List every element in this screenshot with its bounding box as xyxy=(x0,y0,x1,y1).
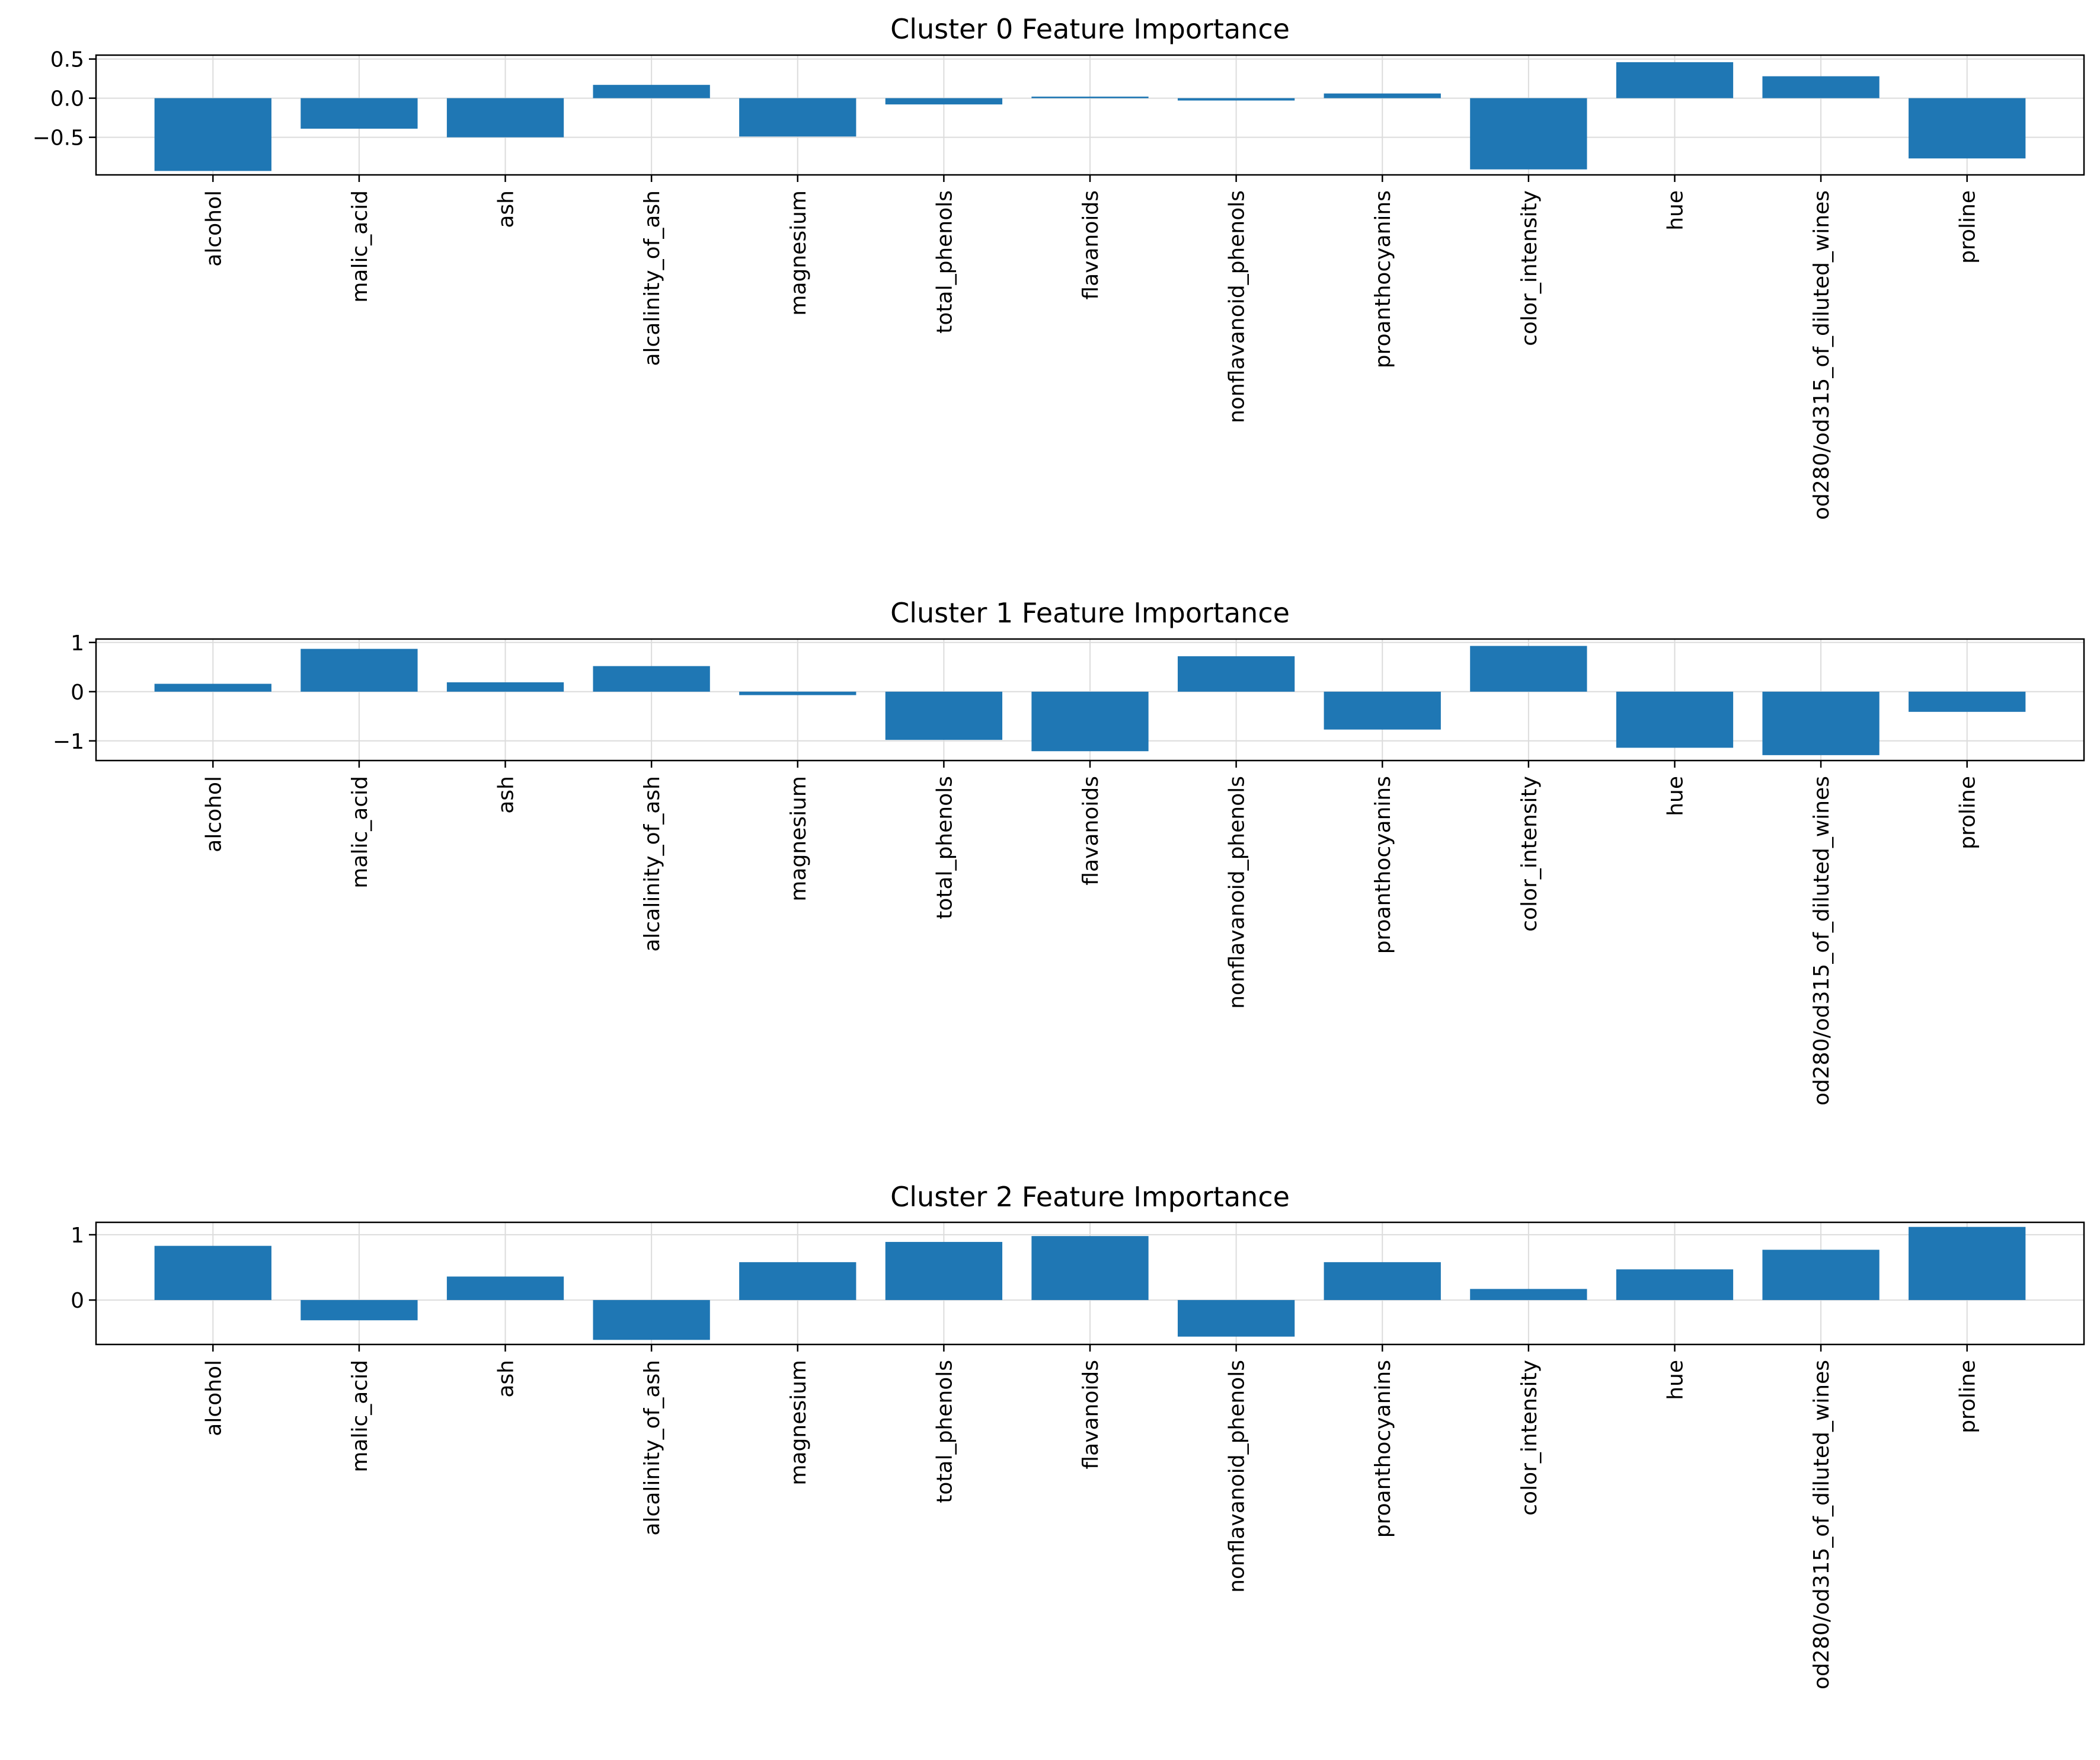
x-tick-label: proanthocyanins xyxy=(1371,1360,1396,1538)
bar-malic_acid xyxy=(301,1300,417,1320)
bar-malic_acid xyxy=(301,98,417,129)
x-tick-label: magnesium xyxy=(786,190,811,316)
bar-proanthocyanins xyxy=(1324,1262,1441,1300)
x-tick-label: magnesium xyxy=(786,1360,811,1486)
bar-proanthocyanins xyxy=(1324,94,1441,98)
x-tick-label: proanthocyanins xyxy=(1371,776,1396,954)
x-tick-label: flavanoids xyxy=(1079,776,1103,886)
x-tick-label: color_intensity xyxy=(1517,776,1542,932)
bar-alcalinity_of_ash xyxy=(593,666,710,692)
bar-alcalinity_of_ash xyxy=(593,85,710,98)
x-tick-label: ash xyxy=(494,190,519,228)
x-tick-label: alcalinity_of_ash xyxy=(640,776,665,952)
x-tick-label: nonflavanoid_phenols xyxy=(1225,190,1249,423)
y-tick-label: 0.0 xyxy=(50,87,84,111)
bar-proline xyxy=(1909,98,2025,159)
x-tick-label: proline xyxy=(1955,776,1980,849)
x-tick-label: hue xyxy=(1663,190,1688,231)
x-tick-label: alcohol xyxy=(202,1360,226,1436)
y-tick-label: 1 xyxy=(71,1223,84,1248)
x-tick-label: hue xyxy=(1663,1360,1688,1400)
bar-od280/od315_of_diluted_wines xyxy=(1762,692,1879,755)
chart-title: Cluster 1 Feature Importance xyxy=(890,597,1290,629)
x-tick-label: proanthocyanins xyxy=(1371,190,1396,369)
bar-ash xyxy=(447,1276,564,1300)
bar-magnesium xyxy=(739,1262,856,1300)
bar-proline xyxy=(1909,692,2025,712)
bar-flavanoids xyxy=(1031,692,1148,751)
bar-od280/od315_of_diluted_wines xyxy=(1762,1250,1879,1300)
bar-alcohol xyxy=(155,684,271,692)
x-tick-label: od280/od315_of_diluted_wines xyxy=(1810,190,1834,520)
bar-hue xyxy=(1616,692,1733,748)
x-tick-label: malic_acid xyxy=(347,776,372,889)
bar-alcohol xyxy=(155,98,271,171)
bar-alcalinity_of_ash xyxy=(593,1300,710,1340)
x-tick-label: total_phenols xyxy=(932,776,957,919)
bar-proanthocyanins xyxy=(1324,692,1441,730)
bar-flavanoids xyxy=(1031,97,1148,98)
y-tick-label: −0.5 xyxy=(32,126,84,151)
x-tick-label: hue xyxy=(1663,776,1688,816)
bar-ash xyxy=(447,98,564,138)
x-tick-label: alcalinity_of_ash xyxy=(640,190,665,366)
bar-hue xyxy=(1616,1269,1733,1300)
bar-ash xyxy=(447,682,564,692)
x-tick-label: alcalinity_of_ash xyxy=(640,1360,665,1536)
x-tick-label: proline xyxy=(1955,1360,1980,1433)
bar-total_phenols xyxy=(886,98,1002,105)
bar-total_phenols xyxy=(886,1242,1002,1300)
x-tick-label: total_phenols xyxy=(932,1360,957,1503)
x-tick-label: nonflavanoid_phenols xyxy=(1225,1360,1249,1593)
x-tick-label: ash xyxy=(494,776,519,814)
x-tick-label: nonflavanoid_phenols xyxy=(1225,776,1249,1009)
bar-malic_acid xyxy=(301,649,417,692)
y-tick-label: −1 xyxy=(52,729,84,754)
chart-title: Cluster 0 Feature Importance xyxy=(890,13,1290,45)
bar-od280/od315_of_diluted_wines xyxy=(1762,76,1879,98)
x-tick-label: color_intensity xyxy=(1517,190,1542,346)
x-tick-label: alcohol xyxy=(202,776,226,852)
x-tick-label: color_intensity xyxy=(1517,1360,1542,1516)
x-tick-label: od280/od315_of_diluted_wines xyxy=(1810,1360,1834,1689)
x-tick-label: od280/od315_of_diluted_wines xyxy=(1810,776,1834,1106)
bar-nonflavanoid_phenols xyxy=(1178,98,1294,101)
x-tick-label: malic_acid xyxy=(347,1360,372,1472)
x-tick-label: magnesium xyxy=(786,776,811,902)
bar-color_intensity xyxy=(1470,646,1587,692)
bar-proline xyxy=(1909,1227,2025,1300)
bar-flavanoids xyxy=(1031,1236,1148,1300)
bar-alcohol xyxy=(155,1246,271,1300)
bar-nonflavanoid_phenols xyxy=(1178,1300,1294,1337)
bar-total_phenols xyxy=(886,692,1002,740)
y-tick-label: 0 xyxy=(71,680,84,705)
bar-magnesium xyxy=(739,692,856,695)
x-tick-label: ash xyxy=(494,1360,519,1398)
bar-hue xyxy=(1616,62,1733,98)
y-tick-label: 0 xyxy=(71,1289,84,1314)
bar-magnesium xyxy=(739,98,856,137)
y-tick-label: 0.5 xyxy=(50,47,84,72)
bar-nonflavanoid_phenols xyxy=(1178,656,1294,692)
x-tick-label: malic_acid xyxy=(347,190,372,303)
x-tick-label: flavanoids xyxy=(1079,190,1103,300)
x-tick-label: alcohol xyxy=(202,190,226,267)
bar-color_intensity xyxy=(1470,1289,1587,1300)
bar-color_intensity xyxy=(1470,98,1587,170)
chart-title: Cluster 2 Feature Importance xyxy=(890,1181,1290,1213)
x-tick-label: total_phenols xyxy=(932,190,957,334)
y-tick-label: 1 xyxy=(71,631,84,656)
x-tick-label: proline xyxy=(1955,190,1980,264)
x-tick-label: flavanoids xyxy=(1079,1360,1103,1470)
